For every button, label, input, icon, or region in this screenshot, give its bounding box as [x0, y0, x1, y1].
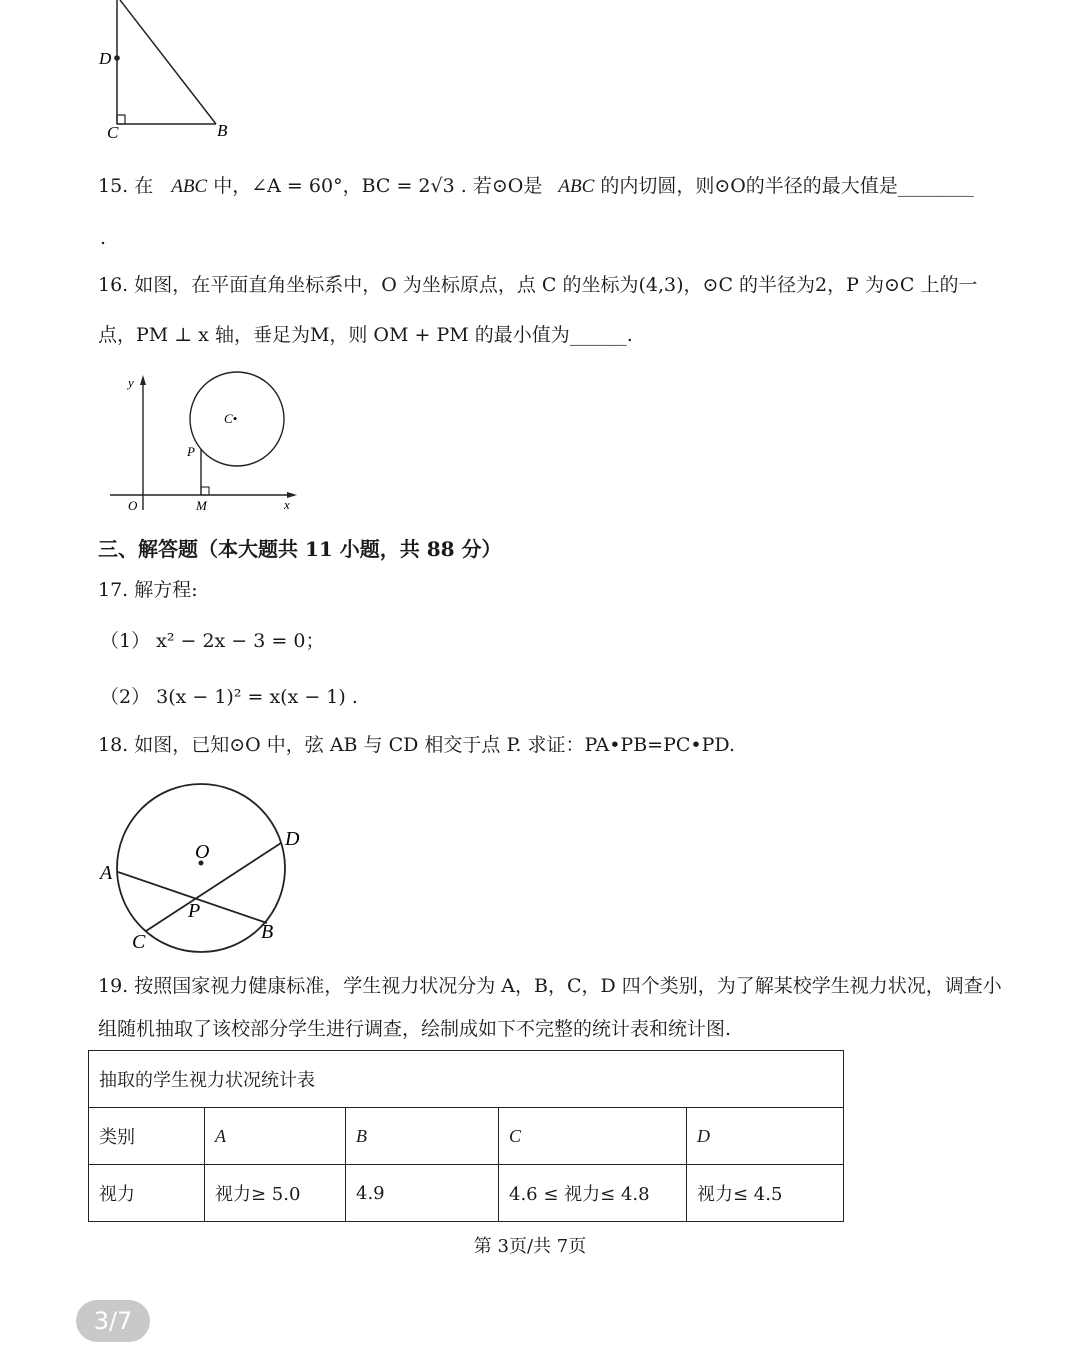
q15-part1: 中，∠A = 60°，BC = 2√3 . 若⊙O是 [213, 175, 543, 197]
table-cell: 4.6 ≤ 视力≤ 4.8 [499, 1165, 687, 1222]
label-a: A [100, 862, 113, 884]
table-cell: 视力≤ 4.5 [687, 1165, 844, 1222]
q15-abc: ABC [171, 176, 208, 197]
section-3-title: 三、解答题（本大题共 11 小题，共 88 分） [98, 537, 502, 561]
table-cell: D [687, 1108, 844, 1165]
table-cell: B [346, 1108, 499, 1165]
label-m: M [196, 498, 207, 513]
q16-coordinate-figure [100, 365, 310, 515]
q15-trailing-dot: . [100, 227, 107, 249]
label-c: C [107, 123, 119, 142]
q19-line1: 19. 按照国家视力健康标准，学生视力状况分为 A，B，C，D 四个类别，为了解某校学生视力状况，调查小 [98, 975, 1002, 997]
table-caption-row [89, 1051, 844, 1108]
table-row [89, 1165, 844, 1222]
table-cell: 类别 [89, 1108, 205, 1165]
label-d: D [99, 49, 112, 68]
point-d [114, 55, 120, 61]
q15-number: 15. 在 [98, 175, 154, 197]
vision-stats-table [88, 1050, 844, 1222]
label-o: O [128, 498, 138, 513]
label-p: P [187, 444, 195, 459]
label-c: C• [224, 411, 238, 426]
chord-cd [146, 843, 281, 931]
q14-triangle-figure [90, 0, 250, 145]
table-cell: C [499, 1108, 687, 1165]
label-o: O [195, 841, 210, 863]
q19-line2: 组随机抽取了该校部分学生进行调查，绘制成如下不完整的统计表和统计图. [98, 1018, 732, 1040]
q15-text [98, 172, 974, 201]
label-b: B [261, 921, 274, 943]
q16-line1: 16. 如图，在平面直角坐标系中，O 为坐标原点，点 C 的坐标为(4,3)，⊙C 的半径为2，P 为⊙C 上的一 [98, 274, 978, 296]
q15-abc-2: ABC [558, 176, 595, 197]
table-caption: 抽取的学生视力状况统计表 [89, 1051, 844, 1108]
hypotenuse [120, 0, 216, 124]
table-cell: 4.9 [346, 1165, 499, 1222]
q17-part1: （1） x² − 2x − 3 = 0； [100, 630, 325, 652]
table-cell: 视力≥ 5.0 [205, 1165, 346, 1222]
table-cell: 视力 [89, 1165, 205, 1222]
label-d: D [285, 828, 300, 850]
y-axis-arrow [140, 375, 146, 385]
label-p: P [188, 900, 201, 922]
page-indicator: 3/7 [76, 1300, 150, 1342]
right-angle-mark [201, 487, 209, 495]
page-footer: 第 3页/共 7页 [473, 1236, 587, 1257]
q18-text: 18. 如图，已知⊙O 中，弦 AB 与 CD 相交于点 P. 求证：PA•PB=PC•PD. [98, 734, 736, 756]
q15-part2: 的内切圆，则⊙O的半径的最大值是________ [600, 175, 974, 197]
q18-circle-figure [95, 775, 315, 955]
table-cell: A [205, 1108, 346, 1165]
table-header-row [89, 1108, 844, 1165]
q17-part2: （2） 3(x − 1)² = x(x − 1) . [100, 686, 358, 708]
label-c: C [132, 931, 146, 953]
label-b: B [217, 121, 228, 140]
label-y: y [128, 375, 134, 390]
q17-title: 17. 解方程: [98, 579, 198, 601]
q16-line2: 点，PM ⊥ x 轴，垂足为M，则 OM + PM 的最小值为______. [98, 324, 633, 346]
label-x: x [284, 497, 290, 512]
circle-o [117, 784, 285, 952]
